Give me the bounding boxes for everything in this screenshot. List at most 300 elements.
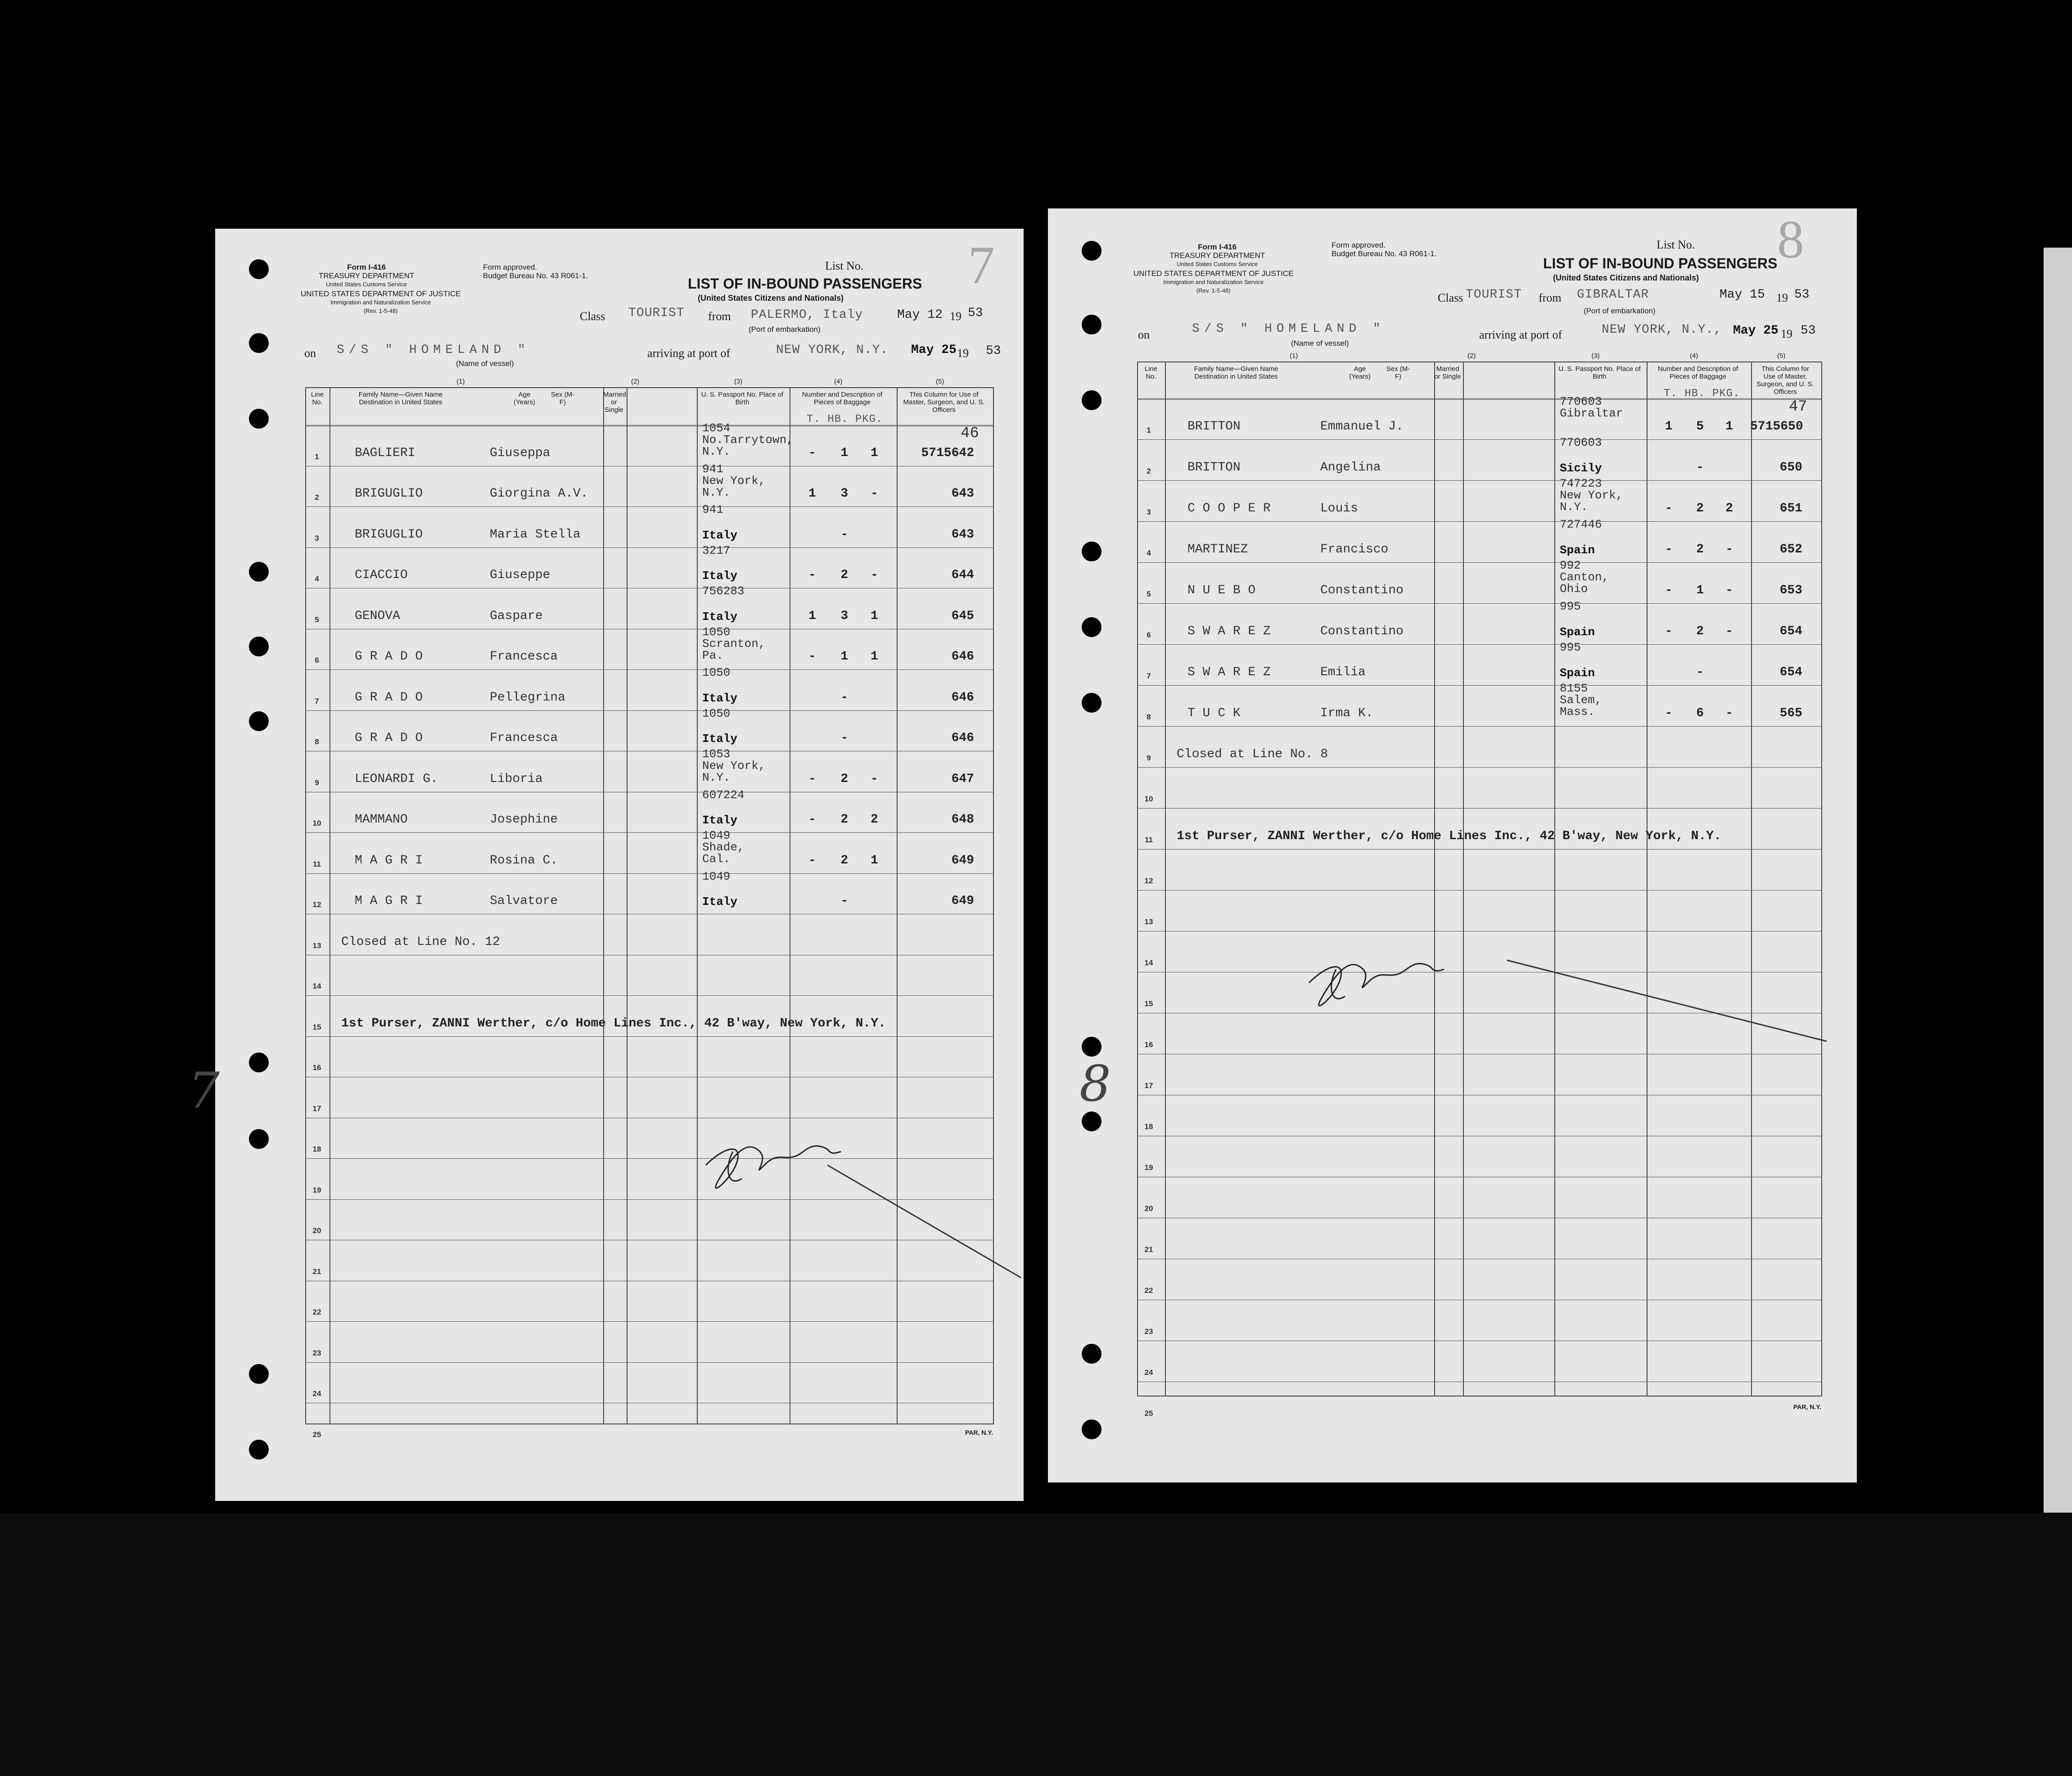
place-of-birth: Sicily — [1560, 461, 1602, 475]
line-number: 20 — [312, 1226, 321, 1235]
baggage-trunks: - — [808, 446, 816, 460]
baggage-trunks: - — [1665, 624, 1673, 638]
doj-block: UNITED STATES DEPARTMENT OF JUSTICE Immigration and Naturalization Service (Rev. 1-5-48) — [1133, 269, 1294, 294]
passport-number: 995 — [1560, 641, 1581, 654]
arriving-label: arriving at port of — [1479, 328, 1562, 341]
baggage-handbags: 2 — [840, 853, 849, 868]
from-label: from — [1539, 291, 1562, 304]
passenger-family-name: M A G R I — [355, 894, 423, 908]
closed-at-line-note: Closed at Line No. 12 — [341, 935, 500, 949]
passport-number: 727446 — [1560, 518, 1602, 531]
page-title: LIST OF IN-BOUND PASSENGERS — [688, 276, 922, 292]
passport-number: 992 — [1560, 559, 1581, 572]
place-of-birth: New York, — [702, 474, 766, 488]
passenger-family-name: G R A D O — [355, 731, 423, 745]
header-married: Married or Single — [1434, 365, 1461, 380]
baggage-handbags: 3 — [840, 609, 849, 623]
baggage-handbags: 6 — [1696, 706, 1704, 720]
from-date: May 15 — [1720, 288, 1765, 302]
from-year-prefix: 19 — [950, 310, 962, 323]
manifest-sheet-right — [1048, 208, 1857, 1482]
place-of-birth-state: N.Y. — [702, 485, 731, 499]
passenger-given-name: Irma K. — [1320, 706, 1373, 720]
passenger-family-name: M A G R I — [355, 853, 423, 868]
passenger-family-name: S W A R E Z — [1187, 665, 1271, 679]
form-approval: Form approved. Budget Bureau No. 43 R061-1. — [483, 263, 588, 280]
passenger-family-name: GENOVA — [355, 609, 400, 623]
header-married: Married or Single — [603, 391, 626, 414]
passport-number: 747223 — [1560, 477, 1602, 490]
column-number: (2) — [1467, 352, 1476, 360]
arriving-label: arriving at port of — [647, 347, 731, 360]
column-number: (4) — [834, 378, 843, 385]
passport-number: 1050 — [702, 706, 731, 720]
place-of-birth: Italy — [702, 610, 738, 624]
line-number: 10 — [1144, 795, 1153, 803]
passport-number: 1049 — [702, 869, 731, 883]
line-number: 22 — [312, 1308, 321, 1316]
page-title: LIST OF IN-BOUND PASSENGERS — [1543, 255, 1778, 271]
baggage-packages: - — [870, 772, 878, 786]
place-of-birth: Italy — [702, 732, 738, 746]
page-number: 46 — [961, 425, 979, 442]
officer-control-number: 649 — [951, 894, 974, 908]
baggage-trunks: 1 — [808, 609, 816, 623]
place-of-birth: Spain — [1560, 625, 1595, 639]
header-officers: This Column for Use of Master, Surgeon, and U. S. Officers — [1756, 365, 1814, 396]
baggage-packages: 1 — [870, 609, 878, 623]
place-of-birth-state: N.Y. — [1560, 500, 1588, 514]
passenger-family-name: BRIGUGLIO — [355, 487, 423, 501]
header-sex: Sex (M-F) — [551, 391, 575, 406]
baggage-handbags: - — [840, 894, 849, 908]
baggage-packages: - — [1725, 542, 1733, 556]
list-number-stamp: 7 — [968, 235, 995, 295]
margin-handwritten-number: 8 — [1079, 1055, 1111, 1112]
passenger-family-name: BAGLIERI — [355, 446, 415, 460]
passenger-given-name: Josephine — [490, 813, 558, 827]
line-number: 16 — [1144, 1040, 1153, 1049]
passenger-given-name: Pellegrina — [490, 690, 566, 705]
line-number: 7 — [315, 696, 319, 705]
baggage-packages: - — [1725, 624, 1733, 638]
line-number: 1 — [315, 452, 319, 461]
passenger-given-name: Francesca — [490, 650, 558, 664]
passenger-given-name: Maria Stella — [490, 527, 581, 542]
officer-control-number: 654 — [1779, 665, 1802, 679]
header-name: Family Name—Given Name Destination in United States — [1194, 365, 1278, 380]
officer-signature — [215, 229, 1024, 1501]
on-label: on — [304, 347, 316, 360]
officer-control-number: 5715642 — [921, 446, 974, 460]
baggage-packages: 2 — [1725, 502, 1733, 515]
place-of-birth: Italy — [702, 691, 738, 705]
place-of-birth: Spain — [1560, 666, 1595, 680]
form-approval: Form approved. Budget Bureau No. 43 R061-1. — [1332, 241, 1437, 258]
officer-control-number: 647 — [951, 772, 974, 786]
baggage-trunks: - — [808, 813, 816, 827]
baggage-trunks: 1 — [808, 487, 816, 501]
line-number: 10 — [312, 819, 321, 827]
line-number: 6 — [315, 656, 319, 664]
line-number: 3 — [315, 533, 319, 542]
baggage-handbags: 3 — [840, 487, 849, 501]
arrival-year-prefix: 19 — [957, 347, 969, 360]
vessel-name: S/S " HOMELAND " — [1192, 322, 1385, 336]
passport-number: 941 — [702, 503, 723, 516]
signature-stroke — [706, 1146, 841, 1188]
baggage-handbags: 2 — [1696, 542, 1704, 556]
header-sex: Sex (M-F) — [1386, 365, 1410, 380]
passport-number: 995 — [1560, 600, 1581, 613]
place-of-birth: Italy — [702, 813, 738, 827]
baggage-packages: 1 — [870, 853, 878, 868]
purser-note: 1st Purser, ZANNI Werther, c/o Home Lines Inc., 42 B'way, New York, N.Y. — [341, 1016, 886, 1030]
officer-control-number: 643 — [951, 527, 974, 542]
passenger-given-name: Gaspare — [490, 609, 543, 623]
place-of-birth: New York, — [1560, 488, 1623, 502]
baggage-trunks: 1 — [1665, 420, 1673, 434]
from-date: May 12 — [897, 308, 943, 322]
form-id-block: Form I-416 TREASURY DEPARTMENT United States Customs Service — [319, 263, 415, 288]
place-of-birth: Scranton, — [702, 637, 766, 651]
officer-control-number: 565 — [1779, 706, 1802, 720]
list-no-label: List No. — [825, 259, 864, 272]
column-number: (1) — [456, 378, 465, 385]
class-label: Class — [580, 310, 605, 323]
passport-number: 3217 — [702, 543, 731, 557]
baggage-packages: - — [870, 568, 878, 582]
passenger-family-name: G R A D O — [355, 690, 423, 705]
line-number: 9 — [315, 778, 319, 787]
place-of-birth: No.Tarrytown, — [702, 433, 794, 447]
place-of-birth: Gibraltar — [1560, 407, 1623, 420]
arrival-year: 53 — [1801, 324, 1816, 338]
arrival-port: NEW YORK, N.Y., — [1602, 323, 1722, 337]
line-number: 21 — [1144, 1245, 1153, 1254]
line-number: 2 — [315, 493, 319, 502]
line-number: 21 — [312, 1267, 321, 1276]
signature-stroke — [1309, 963, 1444, 1006]
baggage-trunks: - — [1665, 583, 1673, 597]
place-of-birth-state: N.Y. — [702, 445, 731, 458]
place-of-birth: Shade, — [702, 841, 745, 854]
passenger-given-name: Emilia — [1320, 665, 1366, 679]
cancel-line — [1507, 960, 1827, 1041]
page-subtitle: (United States Citizens and Nationals) — [1553, 273, 1699, 282]
baggage-handbags: 2 — [1696, 624, 1704, 638]
passenger-given-name: Angelina — [1320, 461, 1381, 475]
place-of-birth: Italy — [702, 895, 738, 908]
line-number: 19 — [312, 1185, 321, 1194]
vessel-caption: (Name of vessel) — [456, 359, 514, 368]
line-number: 13 — [312, 941, 321, 950]
scan-background — [0, 1513, 2072, 1776]
officer-control-number: 651 — [1779, 502, 1802, 515]
passport-number: 941 — [702, 462, 723, 476]
manifest-sheet-left — [188, 229, 1024, 1501]
officer-control-number: 646 — [951, 650, 974, 664]
baggage-handbags: - — [1696, 461, 1704, 475]
passenger-given-name: Giorgina A.V. — [490, 487, 588, 501]
passport-number: 607224 — [702, 788, 745, 802]
line-number: 17 — [312, 1104, 321, 1113]
line-number: 19 — [1144, 1163, 1153, 1172]
line-number: 3 — [1147, 508, 1151, 516]
passport-number: 770603 — [1560, 436, 1602, 449]
baggage-trunks: - — [808, 650, 816, 664]
place-of-birth: Salem, — [1560, 693, 1602, 707]
scanner-edge — [2044, 248, 2072, 1531]
printer-mark: PAR, N.Y. — [1793, 1403, 1821, 1410]
vessel-caption: (Name of vessel) — [1291, 339, 1349, 348]
line-number: 6 — [1147, 631, 1151, 639]
line-number: 17 — [1144, 1081, 1153, 1090]
baggage-handbags: 2 — [1696, 502, 1704, 515]
baggage-type-labels: T. HB. PKG. — [1664, 388, 1740, 400]
baggage-handbags: 1 — [1696, 583, 1704, 597]
from-label: from — [708, 310, 731, 323]
passport-number: 756283 — [702, 584, 745, 598]
column-number: (3) — [734, 378, 743, 385]
passport-number: 770603 — [1560, 395, 1602, 408]
doj-block: UNITED STATES DEPARTMENT OF JUSTICE Immigration and Naturalization Service (Rev. 1-5-48) — [301, 289, 461, 314]
officer-control-number: 644 — [951, 568, 974, 582]
place-of-birth-state: Pa. — [702, 648, 723, 662]
baggage-packages: - — [1725, 706, 1733, 720]
officer-control-number: 646 — [951, 690, 974, 705]
baggage-trunks: - — [808, 568, 816, 582]
baggage-handbags: - — [840, 527, 849, 542]
baggage-handbags: 5 — [1696, 420, 1704, 434]
line-number: 12 — [1144, 877, 1153, 885]
from-port: PALERMO, Italy — [751, 308, 863, 322]
line-number: 24 — [312, 1389, 321, 1398]
line-number: 1 — [1147, 426, 1151, 434]
cancel-line — [827, 1165, 1021, 1278]
baggage-packages: - — [1725, 583, 1733, 597]
closed-at-line-note: Closed at Line No. 8 — [1177, 747, 1328, 761]
passenger-family-name: LEONARDI G. — [355, 772, 438, 786]
passenger-given-name: Louis — [1320, 502, 1359, 515]
on-label: on — [1138, 328, 1150, 341]
passenger-family-name: C O O P E R — [1187, 502, 1271, 515]
officer-control-number: 648 — [951, 813, 974, 827]
line-number: 24 — [1144, 1368, 1153, 1377]
line-number: 23 — [312, 1348, 321, 1357]
class-value: TOURIST — [1466, 288, 1522, 302]
list-number-stamp: 8 — [1777, 209, 1804, 269]
column-number: (5) — [936, 378, 944, 385]
line-number: 5 — [1147, 590, 1151, 598]
baggage-handbags: 1 — [840, 650, 849, 664]
passenger-given-name: Rosina C. — [490, 853, 558, 868]
column-number: (2) — [631, 378, 640, 385]
line-number: 8 — [1147, 713, 1151, 721]
baggage-handbags: 2 — [840, 568, 849, 582]
officer-control-number: 645 — [951, 609, 974, 623]
line-number: 23 — [1144, 1327, 1153, 1336]
printer-mark: PAR, N.Y. — [965, 1429, 993, 1436]
header-name: Family Name—Given Name Destination in United States — [358, 391, 443, 406]
line-number: 16 — [312, 1063, 321, 1072]
passenger-given-name: Constantino — [1320, 583, 1404, 597]
passenger-family-name: BRIGUGLIO — [355, 527, 423, 542]
arrival-port: NEW YORK, N.Y. — [776, 343, 889, 357]
passenger-family-name: MARTINEZ — [1187, 542, 1248, 556]
passenger-family-name: G R A D O — [355, 650, 423, 664]
from-year: 53 — [1794, 288, 1810, 302]
baggage-trunks: - — [808, 772, 816, 786]
line-number: 18 — [312, 1145, 321, 1153]
baggage-trunks: - — [808, 853, 816, 868]
column-number: (3) — [1591, 352, 1600, 360]
place-of-birth: Canton, — [1560, 570, 1609, 584]
line-number: 11 — [1145, 836, 1153, 844]
place-of-birth-state: Mass. — [1560, 705, 1595, 719]
line-number: 25 — [312, 1430, 321, 1439]
passenger-family-name: CIACCIO — [355, 568, 408, 582]
baggage-packages: 2 — [870, 813, 878, 827]
officer-control-number: 5715650 — [1750, 420, 1803, 434]
margin-handwritten-number: 7 — [188, 1062, 220, 1119]
baggage-packages: 1 — [870, 650, 878, 664]
passenger-given-name: Giuseppa — [490, 446, 551, 460]
baggage-handbags: 2 — [840, 813, 849, 827]
header-baggage: Number and Description of Pieces of Baggage — [802, 391, 883, 406]
passport-number: 1050 — [702, 625, 731, 639]
passenger-family-name: S W A R E Z — [1187, 624, 1271, 638]
line-number: 22 — [1144, 1286, 1153, 1295]
baggage-handbags: 1 — [840, 446, 849, 460]
line-number: 14 — [312, 982, 321, 990]
officer-control-number: 650 — [1779, 461, 1802, 475]
passenger-given-name: Francisco — [1320, 542, 1389, 556]
line-number: 4 — [315, 574, 319, 583]
purser-note: 1st Purser, ZANNI Werther, c/o Home Lines Inc., 42 B'way, New York, N.Y. — [1177, 829, 1721, 843]
header-line-no: Line No. — [311, 391, 324, 406]
baggage-trunks: - — [1665, 542, 1673, 556]
officer-control-number: 653 — [1779, 583, 1802, 597]
line-number: 8 — [315, 737, 319, 746]
officer-control-number: 646 — [951, 731, 974, 745]
arrival-year: 53 — [986, 344, 1001, 358]
arrival-date: May 25 — [1733, 324, 1779, 338]
baggage-packages: - — [870, 487, 878, 501]
baggage-packages: 1 — [870, 446, 878, 460]
header-officers: This Column for Use of Master, Surgeon, and U. S. Officers — [903, 391, 985, 414]
line-number: 20 — [1144, 1204, 1153, 1213]
baggage-trunks: - — [1665, 706, 1673, 720]
place-of-birth-state: Cal. — [702, 852, 731, 866]
line-number: 18 — [1144, 1122, 1153, 1131]
baggage-handbags: - — [840, 690, 849, 705]
from-year: 53 — [968, 306, 983, 320]
line-number: 13 — [1144, 917, 1153, 926]
header-passport: U. S. Passport No. Place of Birth — [1558, 365, 1641, 380]
officer-control-number: 649 — [951, 853, 974, 868]
page-subtitle: (United States Citizens and Nationals) — [698, 294, 844, 303]
header-baggage: Number and Description of Pieces of Baggage — [1657, 365, 1738, 380]
line-number: 14 — [1144, 958, 1153, 967]
line-number: 5 — [315, 615, 319, 624]
column-number: (5) — [1777, 352, 1786, 360]
place-of-birth: Italy — [702, 528, 738, 542]
passenger-given-name: Emmanuel J. — [1320, 420, 1404, 434]
passenger-given-name: Francesca — [490, 731, 558, 745]
line-number: 11 — [313, 859, 321, 868]
line-number: 9 — [1147, 754, 1151, 762]
header-age: Age (Years) — [514, 391, 535, 406]
officer-control-number: 643 — [951, 487, 974, 501]
baggage-packages: 1 — [1725, 420, 1733, 434]
passenger-given-name: Giuseppe — [490, 568, 551, 582]
passport-number: 1053 — [702, 747, 731, 761]
from-port: GIBRALTAR — [1577, 288, 1649, 302]
line-number: 15 — [1144, 999, 1153, 1008]
baggage-type-labels: T. HB. PKG. — [807, 413, 883, 425]
baggage-handbags: - — [1696, 665, 1704, 679]
passport-number: 1050 — [702, 666, 731, 679]
baggage-trunks: - — [1665, 502, 1673, 515]
line-number: 12 — [312, 900, 321, 909]
column-number: (1) — [1290, 352, 1298, 360]
baggage-handbags: 2 — [840, 772, 849, 786]
passenger-family-name: BRITTON — [1187, 420, 1241, 434]
line-number: 7 — [1147, 672, 1151, 680]
vessel-name: S/S " HOMELAND " — [337, 343, 530, 357]
line-number: 25 — [1144, 1409, 1153, 1418]
line-number: 2 — [1147, 467, 1151, 475]
place-of-birth: Italy — [702, 569, 738, 583]
passenger-family-name: T U C K — [1187, 706, 1241, 720]
officer-control-number: 652 — [1779, 542, 1802, 556]
passenger-given-name: Salvatore — [490, 894, 558, 908]
place-of-birth: New York, — [702, 759, 766, 773]
arrival-year-prefix: 19 — [1781, 327, 1792, 340]
passenger-given-name: Constantino — [1320, 624, 1404, 638]
passenger-family-name: BRITTON — [1187, 461, 1241, 475]
form-id-block: Form I-416 TREASURY DEPARTMENT United States Customs Service — [1169, 243, 1265, 267]
port-embarkation-caption: (Port of embarkation) — [749, 325, 821, 334]
baggage-handbags: - — [840, 731, 849, 745]
passport-number: 8155 — [1560, 682, 1588, 695]
passport-number: 1049 — [702, 829, 731, 842]
class-label: Class — [1438, 291, 1463, 304]
header-line-no: Line No. — [1144, 365, 1158, 380]
line-number: 15 — [312, 1022, 321, 1031]
officer-control-number: 654 — [1779, 624, 1802, 638]
page-number: 47 — [1789, 398, 1807, 416]
list-no-label: List No. — [1657, 238, 1695, 251]
place-of-birth-state: N.Y. — [702, 771, 731, 784]
passenger-family-name: MAMMANO — [355, 813, 408, 827]
column-number: (4) — [1690, 352, 1698, 360]
place-of-birth-state: Ohio — [1560, 582, 1588, 596]
port-embarkation-caption: (Port of embarkation) — [1584, 307, 1656, 315]
officer-signature — [1048, 208, 1856, 1481]
arrival-date: May 25 — [911, 343, 957, 357]
header-passport: U. S. Passport No. Place of Birth — [701, 391, 784, 406]
passenger-family-name: N U E B O — [1187, 583, 1256, 597]
place-of-birth: Spain — [1560, 543, 1595, 557]
line-number: 4 — [1147, 549, 1151, 557]
passenger-given-name: Liboria — [490, 772, 543, 786]
from-year-prefix: 19 — [1776, 291, 1788, 304]
class-value: TOURIST — [628, 306, 685, 320]
passport-number: 1054 — [702, 421, 731, 435]
header-age: Age (Years) — [1349, 365, 1371, 380]
